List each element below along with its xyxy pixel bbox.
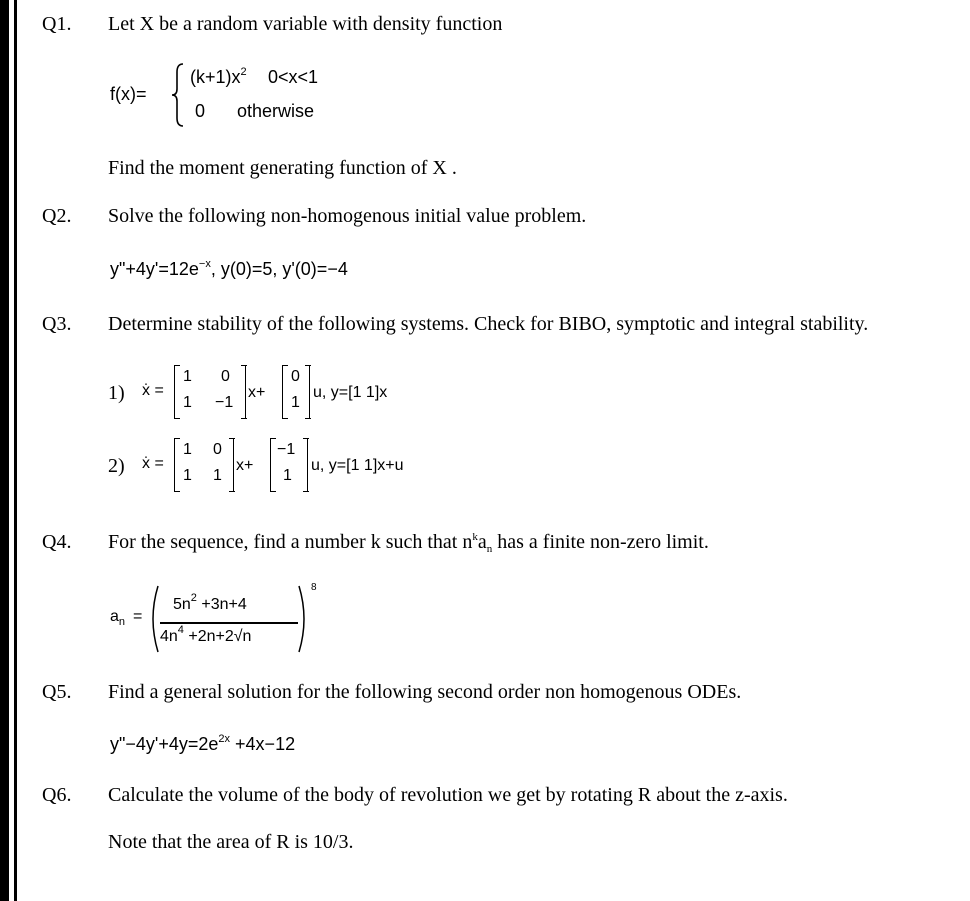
q4-text-k: k (472, 531, 478, 543)
q5-text: Find a general solution for the following second order non homogenous ODEs. (108, 681, 742, 703)
matrix-cell: 1 (183, 368, 192, 385)
q3-sys1-tail: u, y=[1 1]x (313, 384, 388, 401)
q2-eq-b: , y(0)=5, y'(0)=−4 (210, 259, 348, 279)
q4-an-sub: n (118, 616, 126, 628)
q1-prompt: Find the moment generating function of X . (108, 157, 457, 179)
matrix-cell: 0 (213, 441, 222, 458)
q3-number: Q3. (42, 313, 72, 335)
matrix-cell: −1 (215, 394, 234, 411)
q2-eq-exp: −x (198, 258, 211, 270)
q3-text: Determine stability of the following systems. Check for BIBO, symptotic and integral stability. (108, 313, 869, 335)
q2-number: Q2. (42, 205, 72, 227)
q1-case1-exp: 2 (240, 66, 247, 78)
q1-case1 (190, 67, 247, 88)
q4-power: 8 (311, 582, 317, 593)
q3-sys2-xplus: x+ (236, 457, 254, 474)
q4-equals: = (133, 608, 143, 625)
q1-case1-cond: 0<x<1 (268, 67, 319, 87)
q4-numerator (173, 592, 247, 614)
q5-number: Q5. (42, 681, 72, 703)
q3-sys1-xdot: ẋ = (142, 382, 164, 399)
q4-numer-exp: 2 (190, 592, 197, 604)
q5-eq-a: y"−4y'+4y=2e (110, 734, 219, 754)
q4-number: Q4. (42, 531, 72, 553)
q3-sys2-xdot: ẋ = (142, 455, 164, 472)
q3-sys1-matrix-b (282, 366, 310, 418)
matrix-cell: 0 (221, 368, 230, 385)
q1-f-lhs: f(x)= (110, 84, 147, 104)
matrix-cell: 1 (183, 467, 192, 484)
q5-equation (110, 734, 295, 755)
matrix-cell: −1 (277, 441, 296, 458)
q3-sys2-tail: u, y=[1 1]x+u (311, 457, 404, 474)
q3-sys2-label: 2) (108, 455, 125, 477)
q2-equation (110, 259, 348, 280)
matrix-cell: 1 (283, 467, 292, 484)
q6-note: Note that the area of R is 10/3. (108, 831, 354, 853)
left-border-thick (0, 0, 9, 901)
q6-text: Calculate the volume of the body of revolution we get by rotating R about the z-axis. (108, 784, 788, 806)
matrix-cell: 1 (183, 441, 192, 458)
matrix-cell: 1 (183, 394, 192, 411)
q4-an (110, 608, 125, 626)
q4-denom-a: 4n (160, 628, 178, 645)
q4-numer-a: 5n (173, 596, 191, 613)
q3-sys2-matrix-a (174, 439, 234, 491)
q4-an-a: a (110, 608, 119, 625)
q1-case1-expr: (k+1)x (190, 67, 241, 87)
left-paren-icon (146, 584, 160, 654)
q3-sys1-label: 1) (108, 382, 125, 404)
q1-text: Let X be a random variable with density function (108, 13, 503, 35)
q2-eq-a: y"+4y'=12e (110, 259, 199, 279)
q4-text-n: n (486, 543, 493, 555)
q4-text (108, 531, 709, 554)
matrix-cell: 1 (213, 467, 222, 484)
q1-case2-val: 0 (195, 101, 206, 121)
q5-eq-exp: 2x (218, 733, 231, 745)
q4-text-b: a (477, 531, 487, 553)
q4-numer-b: +3n+4 (196, 596, 247, 613)
q3-sys2-matrix-b (270, 439, 308, 491)
q5-eq-b: +4x−12 (230, 734, 296, 754)
left-border-thin (14, 0, 17, 901)
matrix-cell: 1 (291, 394, 300, 411)
q4-denominator (160, 624, 252, 646)
q6-number: Q6. (42, 784, 72, 806)
q1-brace-icon (170, 62, 186, 128)
q4-text-c: has a finite non-zero limit. (492, 531, 709, 553)
q1-case2-cond: otherwise (237, 101, 315, 121)
q3-sys1-matrix-a (174, 366, 246, 418)
q1-number: Q1. (42, 13, 72, 35)
q4-denom-b: +2n+2√n (183, 628, 252, 645)
right-paren-icon (297, 584, 311, 654)
q2-text: Solve the following non-homogenous initial value problem. (108, 205, 587, 227)
q4-text-a: For the sequence, find a number k such that n (108, 531, 473, 553)
q4-denom-exp: 4 (177, 624, 184, 636)
matrix-cell: 0 (291, 368, 300, 385)
q3-sys1-xplus: x+ (248, 384, 266, 401)
